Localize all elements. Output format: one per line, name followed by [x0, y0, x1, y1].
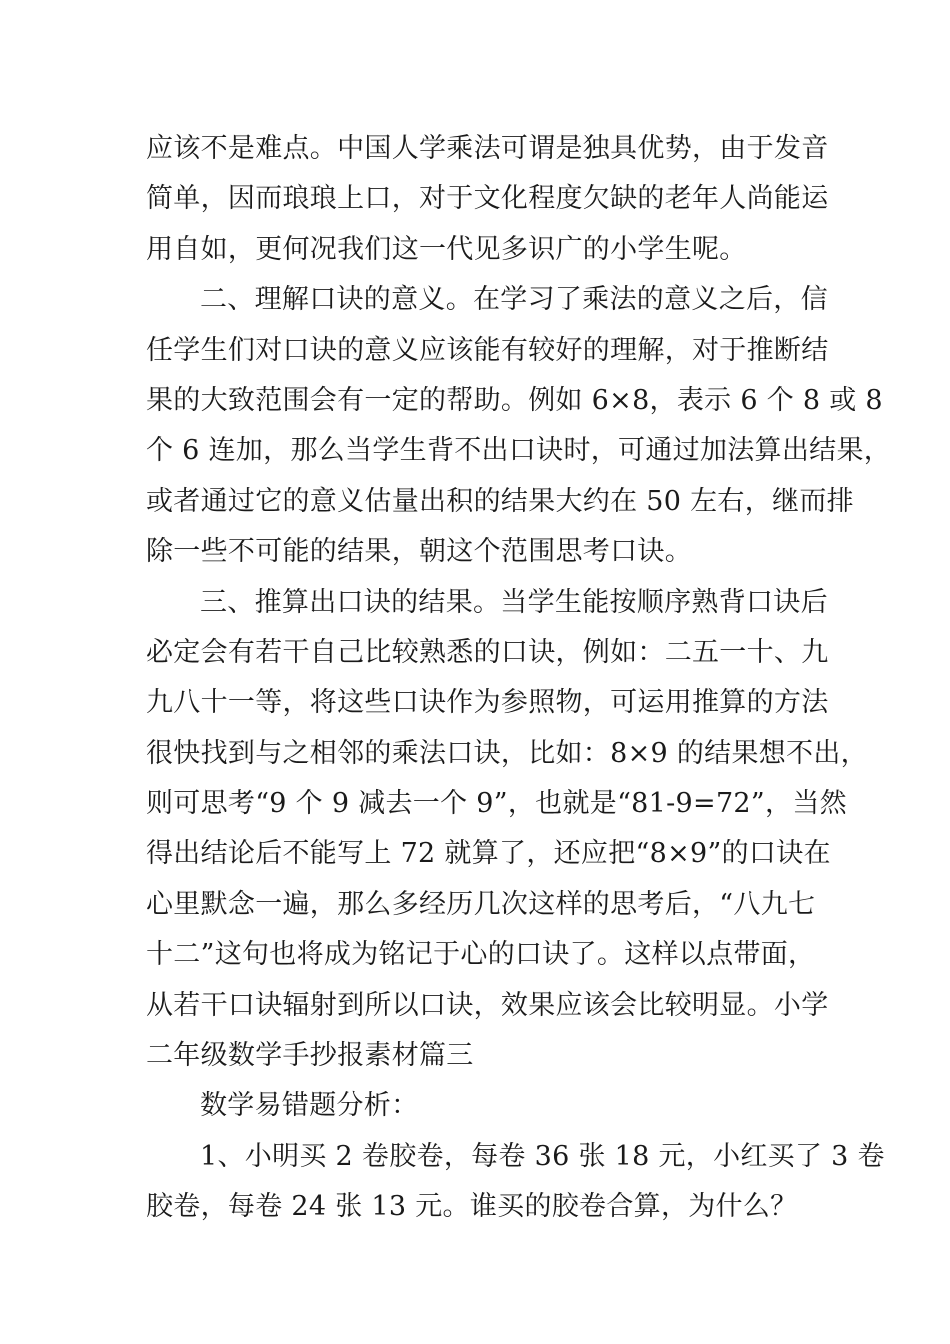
text-line: 心里默念一遍，那么多经历几次这样的思考后，“八九七 [146, 888, 816, 920]
text-line: 必定会有若干自己比较熟悉的口诀，例如：二五一十、九 [146, 636, 829, 668]
text-line: 用自如，更何况我们这一代见多识广的小学生呢。 [146, 233, 747, 265]
text-line: 除一些不可能的结果，朝这个范围思考口诀。 [146, 536, 692, 568]
text-line: 或者通过它的意义估量出积的结果大约在 50 左右，继而排 [146, 485, 854, 517]
paragraph-start-line: 三、推算出口诀的结果。当学生能按顺序熟背口诀后 [200, 586, 828, 618]
paragraph-start-line: 1、小明买 2 卷胶卷，每卷 36 张 18 元，小红买了 3 卷 [200, 1140, 885, 1172]
text-line: 从若干口诀辐射到所以口诀，效果应该会比较明显。小学 [146, 989, 829, 1021]
text-line: 任学生们对口诀的意义应该能有较好的理解，对于推断结 [146, 334, 829, 366]
text-line: 很快找到与之相邻的乘法口诀，比如：8×9 的结果想不出， [146, 737, 868, 769]
document-body [146, 124, 892, 1233]
text-line: 九八十一等，将这些口诀作为参照物，可运用推算的方法 [146, 687, 829, 719]
text-line: 十二”这句也将成为铭记于心的口诀了。这样以点带面， [146, 939, 816, 971]
text-line: 果的大致范围会有一定的帮助。例如 6×8，表示 6 个 8 或 8 [146, 384, 883, 416]
text-line: 个 6 连加，那么当学生背不出口诀时，可通过加法算出结果， [146, 435, 892, 467]
section-heading-line: 数学易错题分析： [200, 1090, 419, 1122]
text-line: 得出结论后不能写上 72 就算了，还应把“8×9”的口诀在 [146, 838, 831, 870]
text-line: 胶卷，每卷 24 张 13 元。谁买的胶卷合算，为什么？ [146, 1191, 798, 1223]
paragraph-start-line: 二、理解口诀的意义。在学习了乘法的意义之后，信 [200, 284, 828, 316]
text-line: 应该不是难点。中国人学乘法可谓是独具优势，由于发音 [146, 133, 829, 164]
text-line: 则可思考“9 个 9 减去一个 9”，也就是“81-9=72”，当然 [146, 788, 847, 820]
text-line: 二年级数学手抄报素材篇三 [146, 1040, 474, 1072]
text-line: 简单，因而琅琅上口，对于文化程度欠缺的老年人尚能运 [146, 183, 829, 215]
